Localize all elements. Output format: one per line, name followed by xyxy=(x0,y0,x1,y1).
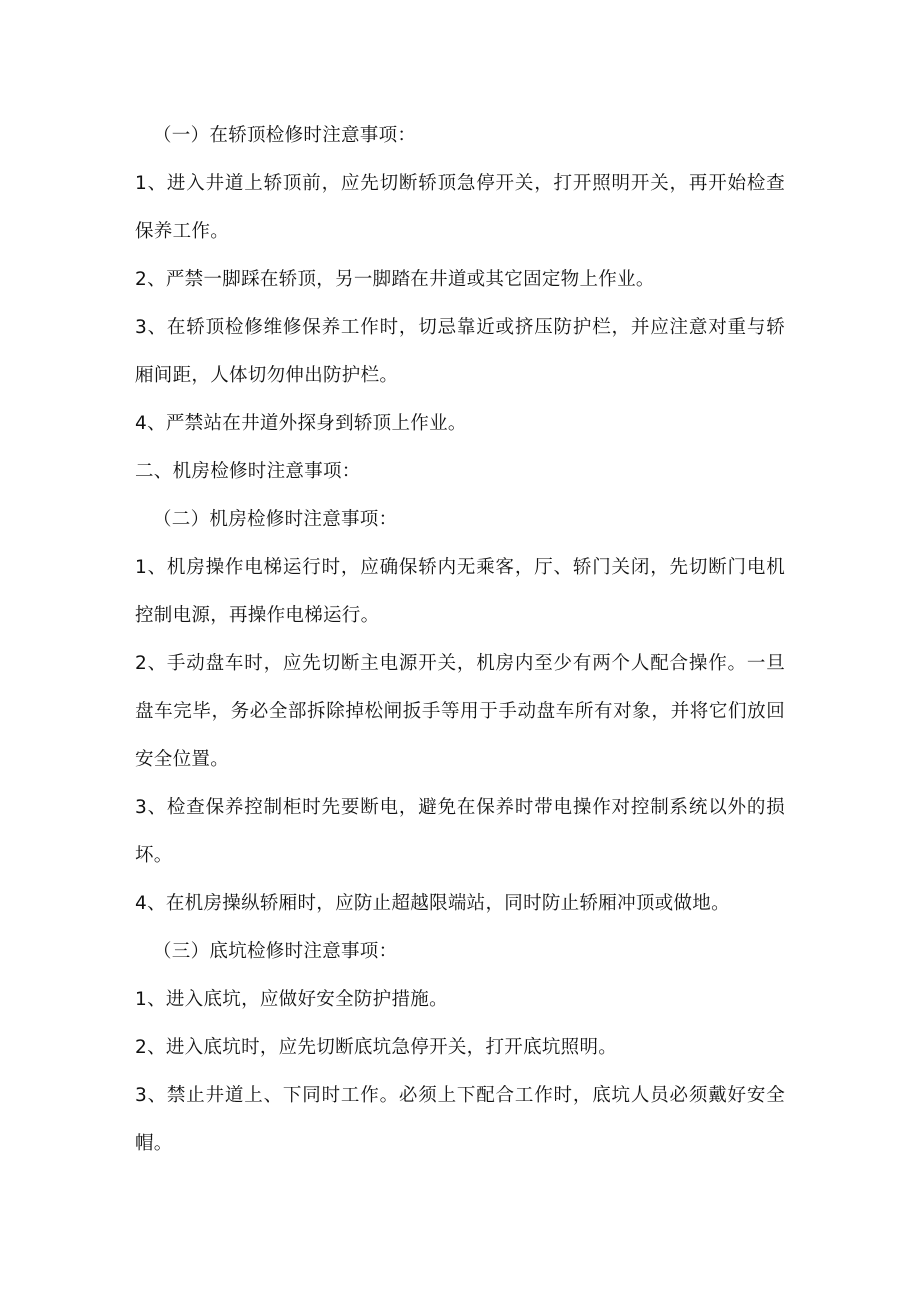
document-body xyxy=(135,112,785,1168)
section-heading-machine-room: 二、机房检修时注意事项： xyxy=(135,461,361,482)
section-heading-car-top: （一）在轿顶检修时注意事项： xyxy=(153,125,417,146)
paragraph-item: 2、进入底坑时，应先切断底坑急停开关，打开底坑照明。 xyxy=(135,1037,618,1058)
paragraph-item: 1、机房操作电梯运行时，应确保轿内无乘客，厅、轿门关闭，先切断门电机控制电源，再操作电梯运行。 xyxy=(135,557,785,626)
subsection-heading-machine-room: （二）机房检修时注意事项： xyxy=(153,509,398,530)
paragraph-item: 1、进入底坑，应做好安全防护措施。 xyxy=(135,989,448,1010)
paragraph-item: 3、检查保养控制柜时先要断电，避免在保养时带电操作对控制系统以外的损坏。 xyxy=(135,797,785,866)
paragraph-item: 3、在轿顶检修维修保养工作时，切忌靠近或挤压防护栏，并应注意对重与轿厢间距，人体切勿伸出防护栏。 xyxy=(135,317,785,386)
paragraph-item: 4、在机房操纵轿厢时，应防止超越限端站，同时防止轿厢冲顶或做地。 xyxy=(135,893,730,914)
paragraph-item: 2、手动盘车时，应先切断主电源开关，机房内至少有两个人配合操作。一旦盘车完毕，务必全部拆除掉松闸扳手等用于手动盘车所有对象，并将它们放回安全位置。 xyxy=(135,653,785,770)
paragraph-item: 2、严禁一脚踩在轿顶，另一脚踏在井道或其它固定物上作业。 xyxy=(135,269,655,290)
paragraph-item: 3、禁止井道上、下同时工作。必须上下配合工作时，底坑人员必须戴好安全帽。 xyxy=(135,1085,785,1154)
paragraph-item: 1、进入井道上轿顶前，应先切断轿顶急停开关，打开照明开关，再开始检查保养工作。 xyxy=(135,173,785,242)
section-heading-pit: （三）底坑检修时注意事项： xyxy=(153,941,398,962)
paragraph-item: 4、严禁站在井道外探身到轿顶上作业。 xyxy=(135,413,467,434)
